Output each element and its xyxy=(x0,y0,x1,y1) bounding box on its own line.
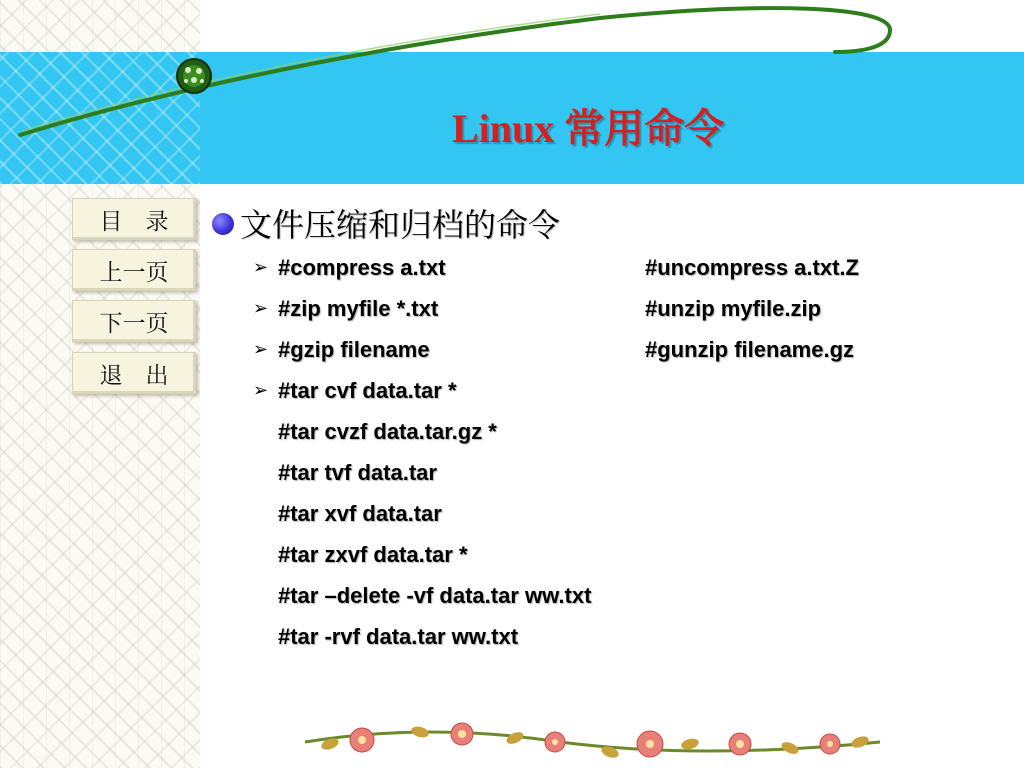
command-line-inverse: #unzip myfile.zip xyxy=(645,296,822,321)
exit-button[interactable]: 退 出 xyxy=(72,352,196,394)
command-line: #tar zxvf data.tar * xyxy=(278,542,468,567)
next-page-button[interactable]: 下一页 xyxy=(72,300,196,342)
section-heading-text: 文件压缩和归档的命令 xyxy=(240,206,561,244)
flower-garland-icon xyxy=(305,723,880,760)
section-heading xyxy=(212,200,560,246)
arrow-bullet-icon: ➢ xyxy=(253,339,269,360)
command-line: #tar tvf data.tar xyxy=(278,460,437,485)
command-line: #zip myfile *.txt xyxy=(278,296,439,321)
command-line: #tar –delete -vf data.tar ww.txt xyxy=(278,583,592,608)
command-line-inverse: #uncompress a.txt.Z xyxy=(645,255,859,280)
command-line: #gzip filename xyxy=(278,337,430,362)
arrow-bullet-icon: ➢ xyxy=(253,257,269,278)
command-line-inverse: #gunzip filename.gz xyxy=(645,337,855,362)
bullet-dot-icon xyxy=(212,213,234,235)
arrow-bullet-icon: ➢ xyxy=(253,380,269,401)
command-line: #tar xvf data.tar xyxy=(278,501,442,526)
command-line: #tar -rvf data.tar ww.txt xyxy=(278,624,519,649)
prev-page-button[interactable]: 上一页 xyxy=(72,249,196,291)
globe-ornament-icon xyxy=(177,59,211,93)
command-line: #tar cvf data.tar * xyxy=(278,378,457,403)
page-title: Linux 常用命令 xyxy=(452,106,725,151)
command-line: #compress a.txt xyxy=(278,255,446,280)
contents-button[interactable]: 目 录 xyxy=(72,198,196,240)
arrow-bullet-icon: ➢ xyxy=(253,298,269,319)
command-line: #tar cvzf data.tar.gz * xyxy=(278,419,497,444)
